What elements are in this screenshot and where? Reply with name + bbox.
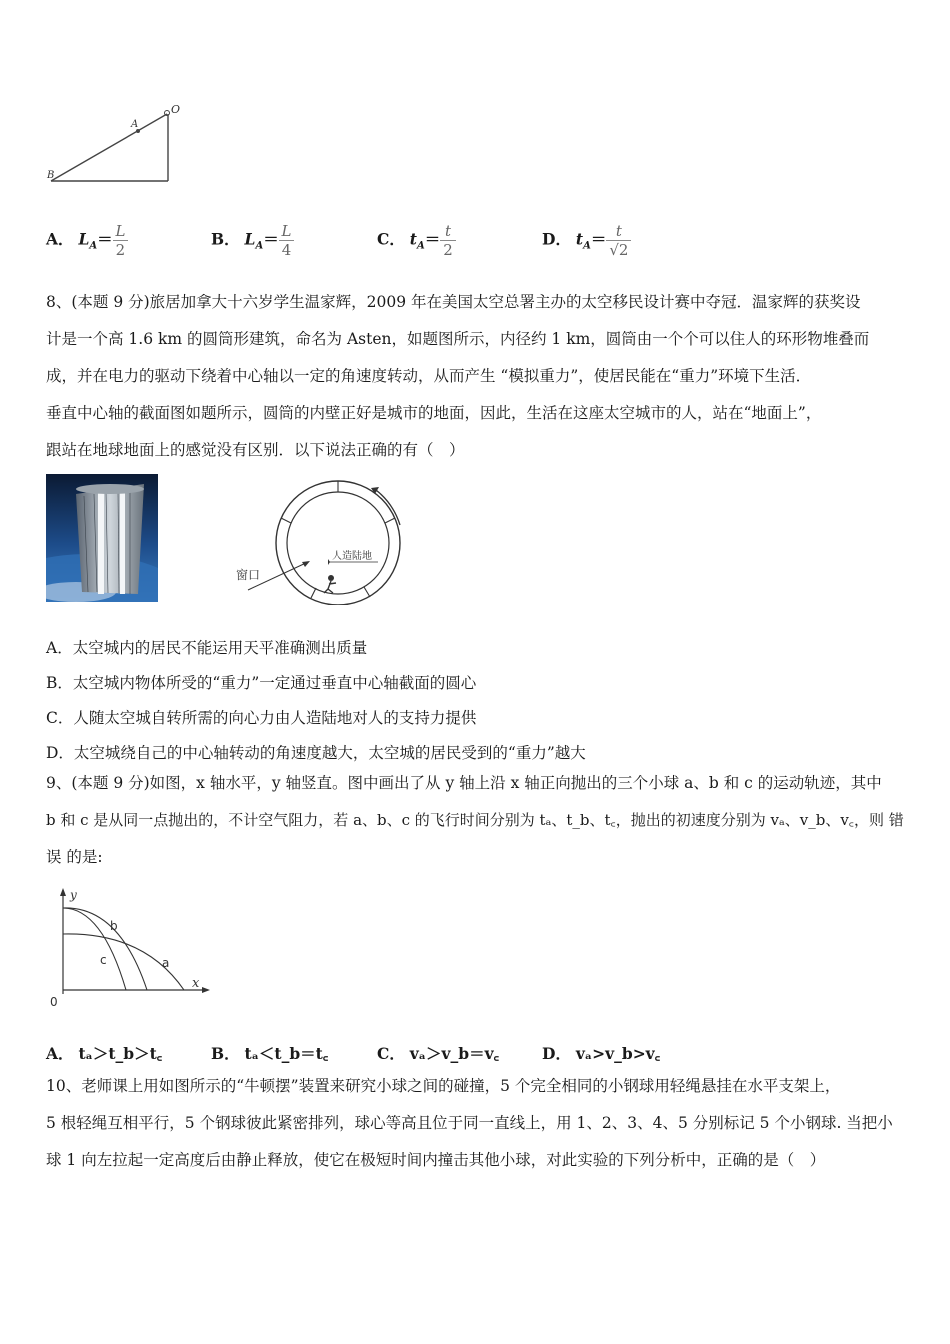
q9-option-b: B． tₐ＜t_b＝t꜀ <box>211 1044 329 1063</box>
q10-question <box>46 1068 908 1179</box>
q7-option-a: A． $L_A=$ $\frac{L}{2}$ <box>46 222 128 259</box>
trajectory-graph <box>44 884 214 1010</box>
q10-line: 10、老师课上用如图所示的“牛顿摆”装置来研究小球之间的碰撞，5 个完全相同的小钢球用轻绳悬挂在水平支架上， <box>46 1077 841 1095</box>
label-o: O <box>171 103 181 116</box>
curve-b <box>63 908 147 990</box>
q8-choice-b: B．太空城内物体所受的“重力”一定通过垂直中心轴截面的圆心 <box>46 674 477 692</box>
ground-label: 人造陆地 <box>332 551 372 562</box>
q9-line: 误 的是: <box>46 848 103 866</box>
q8-line: 计是一个高 1.6 km 的圆筒形建筑，命名为 Asten，如题图所示，内径约 1 km，圆筒由一个个可以住人的环形物堆叠而 <box>46 330 870 348</box>
q8-line: 跟站在地球地面上的感觉没有区别．以下说法正确的有（ ） <box>46 441 465 459</box>
q9-question <box>46 765 908 876</box>
q9-line: b 和 c 是从同一点抛出的，不计空气阻力，若 a、b、c 的飞行时间分别为 tₐ、t_b、t꜀，抛出的初速度分别为 vₐ、v_b、v꜀，则 错 <box>46 811 904 829</box>
q8-line: 8、(本题 9 分)旅居加拿大十六岁学生温家辉，2009 年在美国太空总署主办的太空移民设计赛中夺冠．温家辉的获奖设 <box>46 293 861 311</box>
label-a: A <box>131 119 139 130</box>
q8-line: 垂直中心轴的截面图如题所示，圆筒的内壁正好是城市的地面，因此，生活在这座太空城市的人，站在“地面上”， <box>46 404 822 422</box>
window-label: 窗口 <box>236 568 261 582</box>
space-city-photo <box>46 474 158 602</box>
q8-question <box>46 284 908 469</box>
cross-section-figure <box>230 480 410 605</box>
axis-y-label: y <box>70 888 77 902</box>
label-b: B <box>47 170 55 181</box>
q9-option-a: A． tₐ＞t_b＞t꜀ <box>46 1044 163 1063</box>
origin-label: 0 <box>50 995 58 1009</box>
curve-a-label: a <box>162 956 170 970</box>
q10-line: 球 1 向左拉起一定高度后由静止释放，使它在极短时间内撞击其他小球，对此实验的下列分析中，正确的是（ ） <box>46 1151 826 1169</box>
q8-choice-c: C．人随太空城自转所需的向心力由人造陆地对人的支持力提供 <box>46 709 477 727</box>
axis-x-label: x <box>192 976 200 991</box>
q9-option-c: C． vₐ＞v_b＝v꜀ <box>377 1044 499 1063</box>
curve-c-label: c <box>100 953 107 967</box>
q7-option-d: D． $t_A=$ $\frac{t}{√2}$ <box>542 222 631 259</box>
q10-line: 5 根轻绳互相平行，5 个钢球彼此紧密排列，球心等高且位于同一直线上，用 1、2、3、4、5 分别标记 5 个小钢球. 当把小 <box>46 1114 893 1132</box>
q7-option-c: C． $t_A=$ $\frac{t}{2}$ <box>377 222 456 259</box>
curve-b-label: b <box>110 919 118 933</box>
q9-option-d: D． vₐ>v_b>v꜀ <box>542 1044 661 1063</box>
incline-figure <box>40 100 190 190</box>
q8-choice-d: D．太空城绕自己的中心轴转动的角速度越大，太空城的居民受到的“重力”越大 <box>46 744 586 762</box>
q9-line: 9、(本题 9 分)如图，x 轴水平，y 轴竖直。图中画出了从 y 轴上沿 x 轴正向抛出的三个小球 a、b 和 c 的运动轨迹，其中 <box>46 774 882 792</box>
q8-line: 成，并在电力的驱动下绕着中心轴以一定的角速度转动，从而产生 “模拟重力”，使居民能在“重力”环境下生活． <box>46 367 812 385</box>
q8-choice-a: A．太空城内的居民不能运用天平准确测出质量 <box>46 639 368 657</box>
q7-option-b: B． $L_A=$ $\frac{L}{4}$ <box>211 222 294 259</box>
